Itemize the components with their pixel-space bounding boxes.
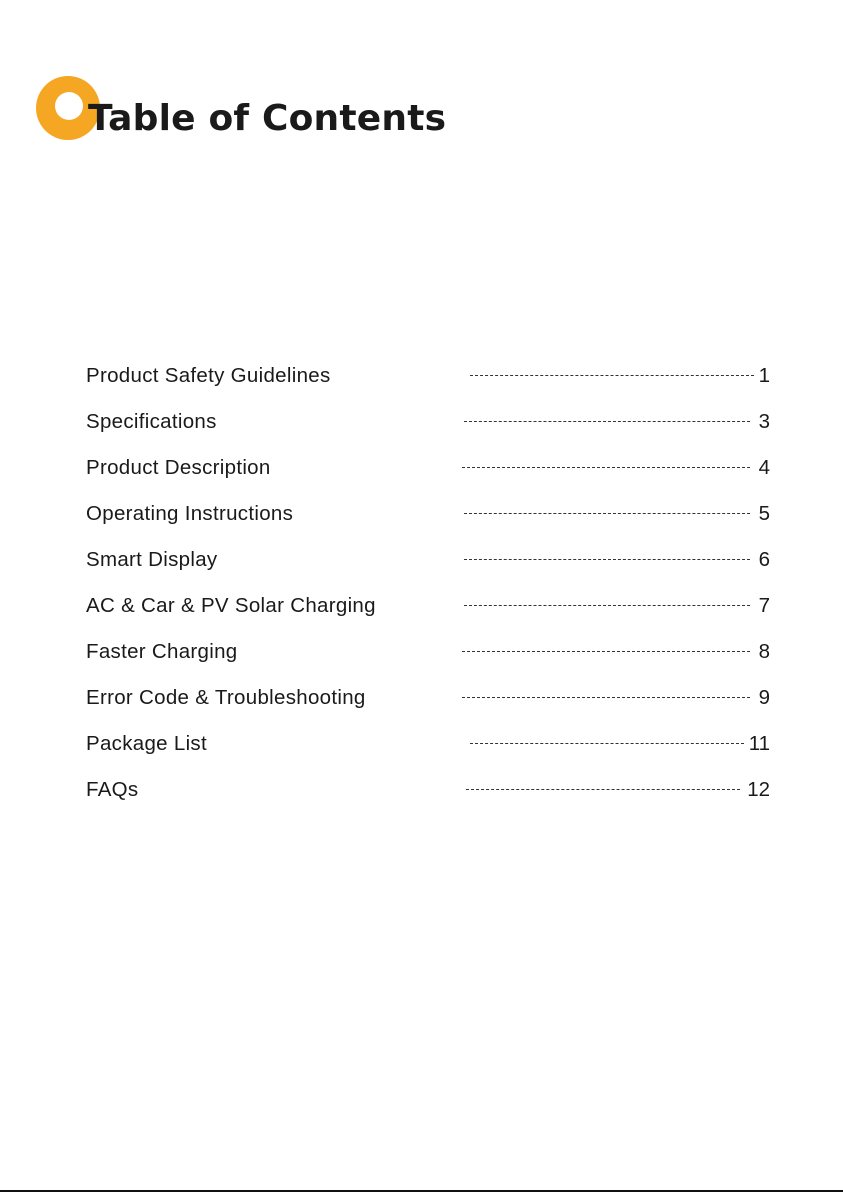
toc-entry-page: 11 [748,732,770,755]
toc-entry-page: 5 [758,502,770,525]
toc-entry-page: 8 [758,640,770,663]
toc-entry-label: AC & Car & PV Solar Charging [86,594,376,617]
toc-entry[interactable] [86,730,770,776]
toc-entry-page: 9 [758,686,770,709]
toc-entry[interactable] [86,776,770,822]
table-of-contents [86,362,770,822]
toc-entry-page: 12 [747,778,770,801]
toc-entry-page: 1 [758,364,770,387]
toc-leader-dots [466,789,740,792]
toc-leader-dots [462,651,750,654]
toc-entry-label: Faster Charging [86,640,238,663]
toc-entry[interactable] [86,638,770,684]
toc-entry[interactable] [86,546,770,592]
toc-leader-dots [462,697,750,700]
toc-entry[interactable] [86,684,770,730]
toc-leader-dots [464,513,750,516]
toc-entry-page: 6 [758,548,770,571]
toc-entry-label: FAQs [86,778,139,801]
toc-leader-dots [462,467,750,470]
toc-entry[interactable] [86,500,770,546]
toc-entry-label: Operating Instructions [86,502,294,525]
toc-leader-dots [464,559,750,562]
toc-entry[interactable] [86,362,770,408]
toc-entry-label: Product Safety Guidelines [86,364,331,387]
toc-entry[interactable] [86,454,770,500]
toc-entry[interactable] [86,408,770,454]
page-title: Table of Contents [88,98,447,139]
toc-entry-label: Smart Display [86,548,218,571]
toc-entry-page: 3 [758,410,770,433]
toc-leader-dots [464,421,750,424]
toc-entry-label: Package List [86,732,207,755]
toc-leader-dots [464,605,750,608]
toc-entry-label: Error Code & Troubleshooting [86,686,366,709]
toc-leader-dots [470,743,744,746]
toc-entry-label: Specifications [86,410,217,433]
toc-leader-dots [470,375,754,378]
toc-entry[interactable] [86,592,770,638]
title-block [36,76,536,144]
toc-entry-label: Product Description [86,456,271,479]
toc-entry-page: 7 [758,594,770,617]
toc-entry-page: 4 [758,456,770,479]
